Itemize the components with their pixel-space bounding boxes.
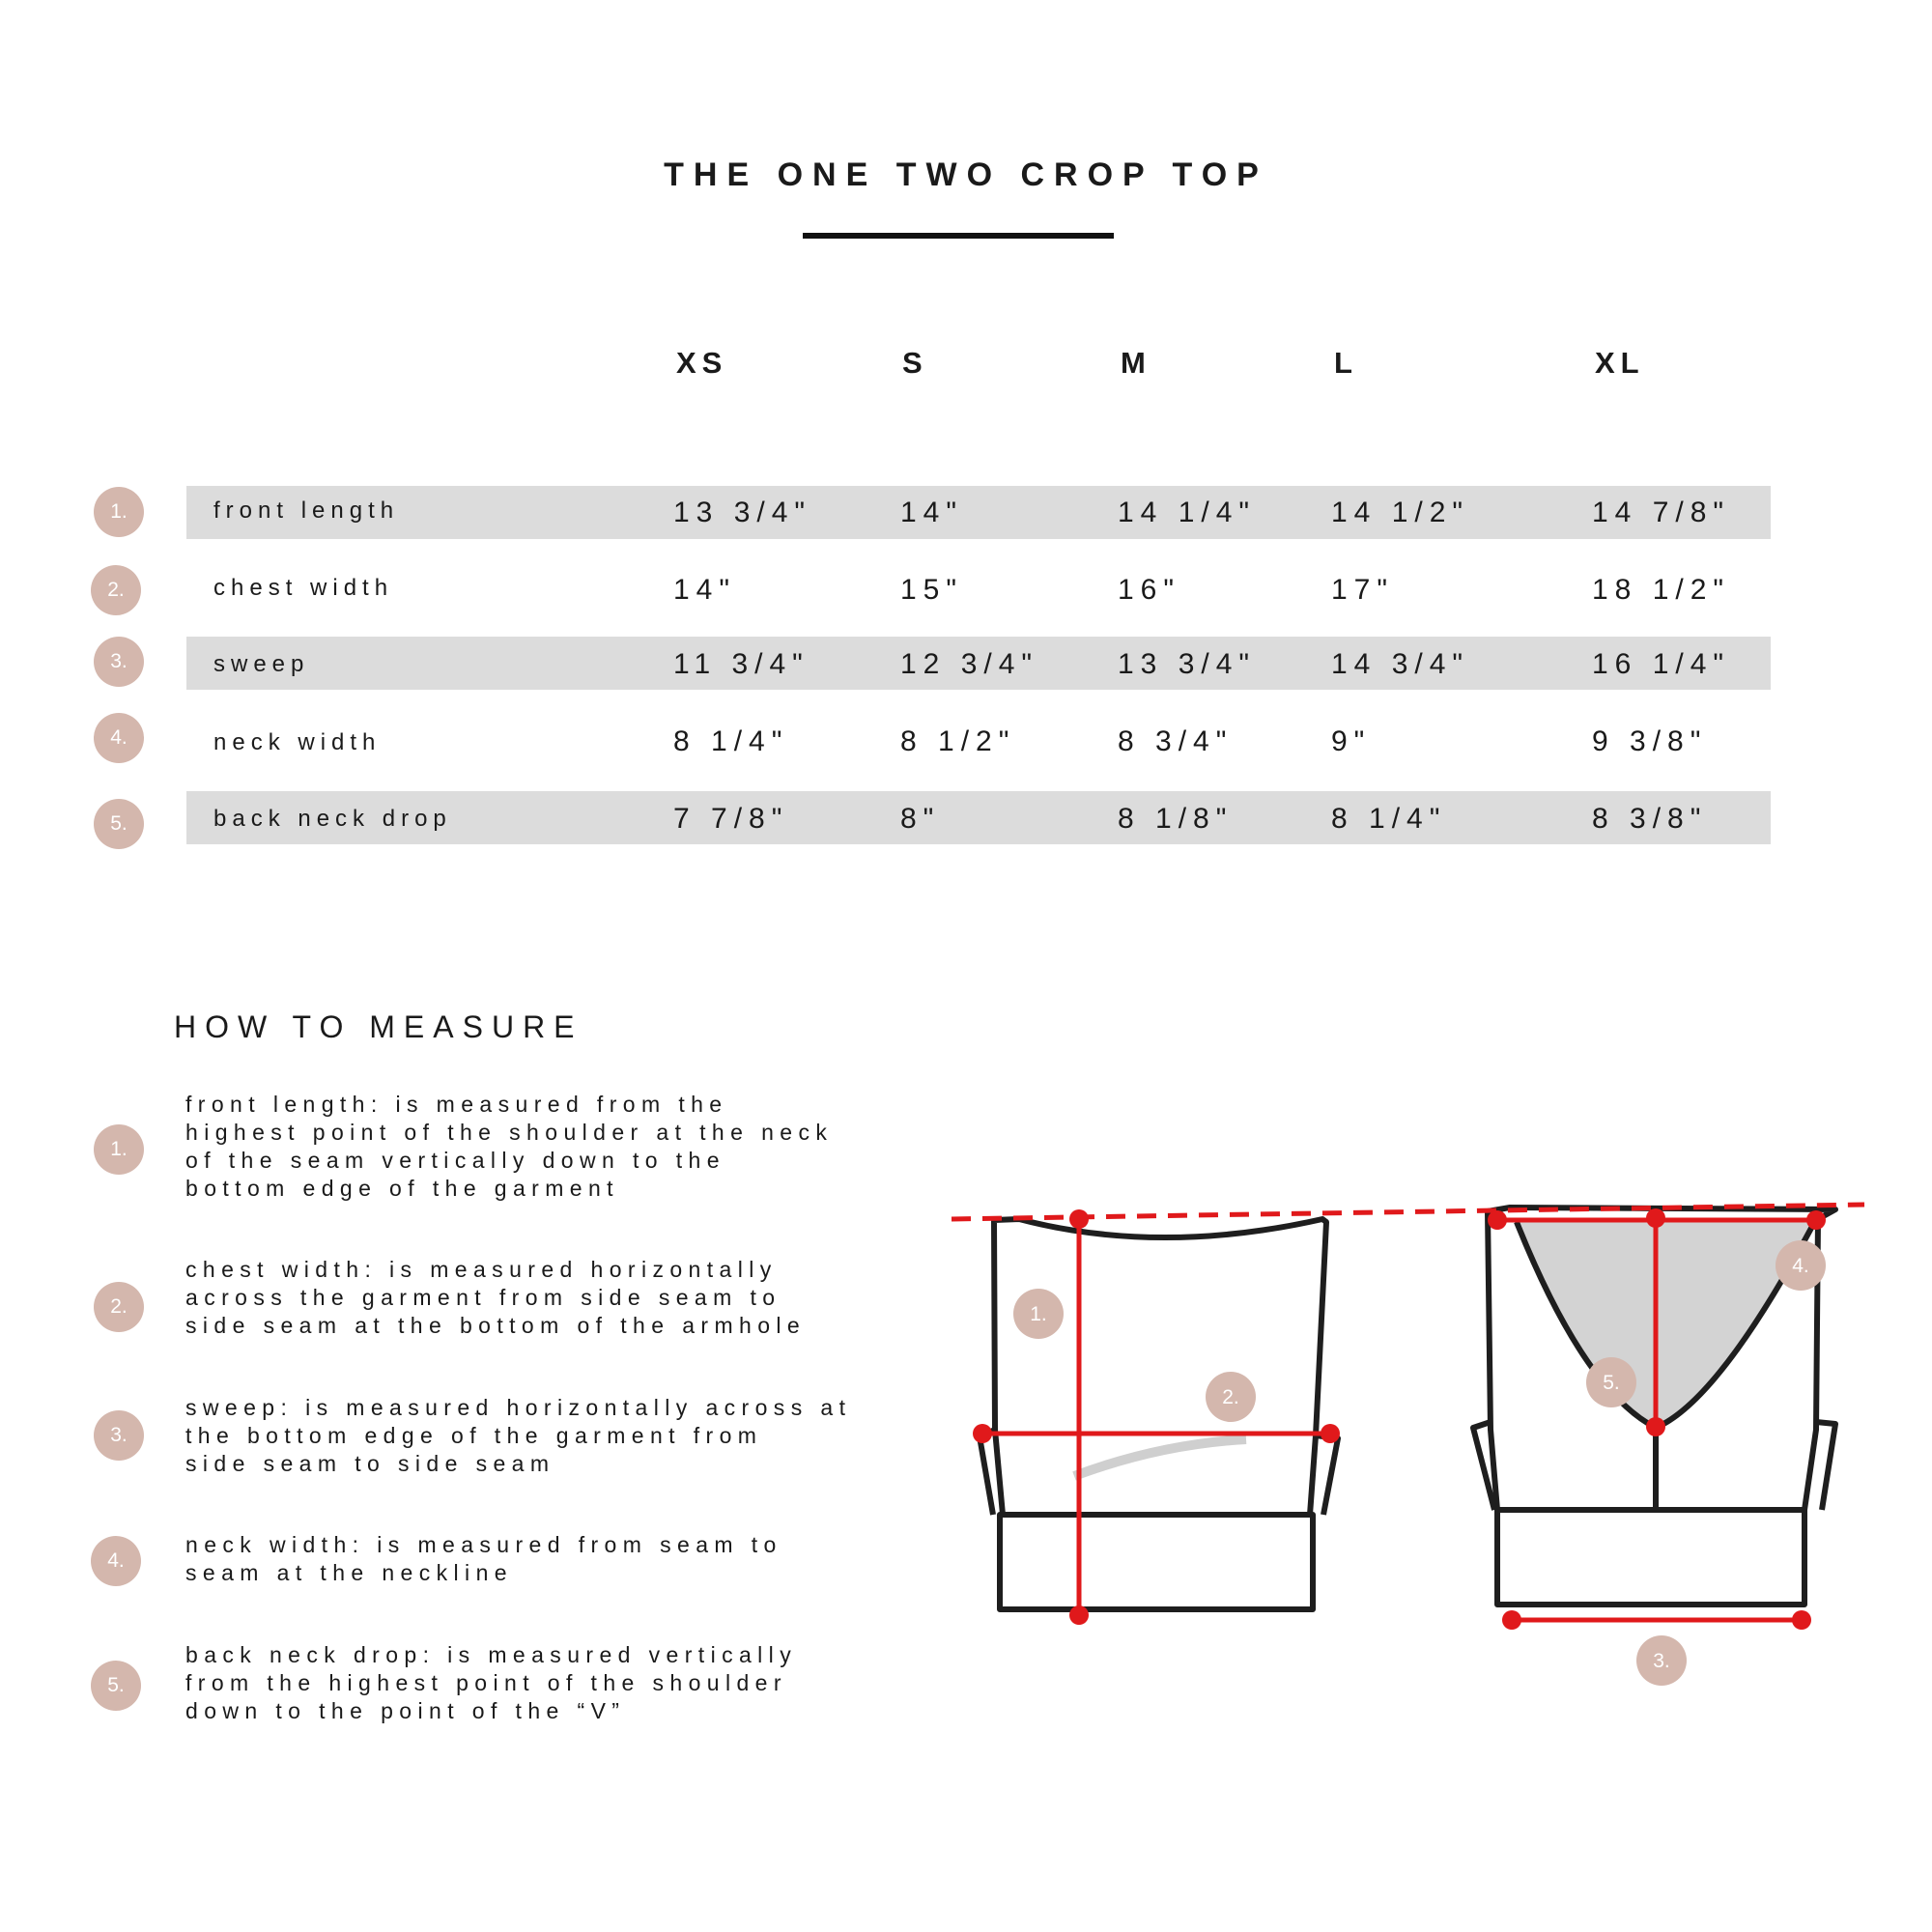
neck-width-left-point bbox=[1488, 1210, 1507, 1230]
instruction-badge: 2. bbox=[94, 1282, 144, 1332]
chest-width-left-point bbox=[973, 1424, 992, 1443]
front-bodice-outline bbox=[994, 1219, 1326, 1515]
chest-width-right-point bbox=[1321, 1424, 1340, 1443]
sweep-right-point bbox=[1792, 1610, 1811, 1630]
row-badge: 5. bbox=[94, 799, 144, 849]
front-waistband bbox=[1000, 1515, 1313, 1609]
row-badge: 2. bbox=[91, 565, 141, 615]
row-badge: 4. bbox=[94, 713, 144, 763]
diagram-badge-1-label: 1. bbox=[1030, 1303, 1047, 1325]
table-cell: 16 1/4" bbox=[1592, 648, 1731, 680]
back-neck-drop-top-point bbox=[1646, 1208, 1665, 1228]
table-cell: 18 1/2" bbox=[1592, 574, 1731, 606]
table-cell: 8 1/2" bbox=[900, 725, 1016, 757]
instruction-text: chest width: is measured horizontally across the garment from side seam to side seam at the bottom of the armhole bbox=[185, 1257, 807, 1338]
row-label: neck width bbox=[213, 729, 382, 755]
table-cell: 14 7/8" bbox=[1592, 497, 1731, 528]
row-label: front length bbox=[213, 497, 400, 524]
size-header-xs: XS bbox=[676, 346, 728, 380]
table-cell: 8 1/4" bbox=[1331, 803, 1447, 835]
row-label: sweep bbox=[213, 651, 310, 677]
instruction-text: sweep: is measured horizontally across at the bottom edge of the garment from side seam to side seam bbox=[185, 1395, 852, 1476]
diagram-badge-3-label: 3. bbox=[1653, 1650, 1670, 1672]
table-cell: 7 7/8" bbox=[673, 803, 789, 835]
table-cell: 12 3/4" bbox=[900, 648, 1039, 680]
row-label: chest width bbox=[213, 575, 394, 601]
instruction-badge: 4. bbox=[91, 1536, 141, 1586]
instruction-badge: 3. bbox=[94, 1410, 144, 1461]
table-cell: 14 1/2" bbox=[1331, 497, 1470, 528]
table-cell: 8" bbox=[900, 803, 941, 835]
instruction-badge: 5. bbox=[91, 1661, 141, 1711]
neck-width-right-point bbox=[1806, 1210, 1826, 1230]
table-cell: 9 3/8" bbox=[1592, 725, 1708, 757]
front-length-top-point bbox=[1069, 1209, 1089, 1229]
table-cell: 15" bbox=[900, 574, 964, 606]
sweep-left-point bbox=[1502, 1610, 1521, 1630]
instruction-text: front length: is measured from the highest point of the shoulder at the neck of the seam vertically down to the bottom edge of the garment bbox=[185, 1092, 834, 1201]
table-cell: 16" bbox=[1118, 574, 1181, 606]
size-header-l: L bbox=[1334, 346, 1358, 380]
back-right-armhole bbox=[1816, 1422, 1835, 1510]
size-header-xl: XL bbox=[1595, 346, 1645, 380]
page-title: THE ONE TWO CROP TOP bbox=[664, 156, 1268, 193]
table-cell: 17" bbox=[1331, 574, 1395, 606]
table-cell: 9" bbox=[1331, 725, 1372, 757]
section-title: HOW TO MEASURE bbox=[174, 1009, 583, 1044]
front-right-armhole bbox=[1316, 1435, 1338, 1515]
table-cell: 14 1/4" bbox=[1118, 497, 1257, 528]
table-cell: 14" bbox=[900, 497, 964, 528]
front-chest-fold bbox=[1074, 1439, 1246, 1476]
table-cell: 14 3/4" bbox=[1331, 648, 1470, 680]
size-header-s: S bbox=[902, 346, 928, 380]
diagram-badge-2-label: 2. bbox=[1222, 1386, 1239, 1408]
table-cell: 13 3/4" bbox=[673, 497, 812, 528]
front-garment-drawing bbox=[980, 1219, 1338, 1609]
table-cell: 8 3/8" bbox=[1592, 803, 1708, 835]
table-cell: 13 3/4" bbox=[1118, 648, 1257, 680]
row-label: back neck drop bbox=[213, 806, 452, 832]
back-neck-drop-bottom-point bbox=[1646, 1417, 1665, 1436]
diagram-badge-4-label: 4. bbox=[1792, 1255, 1809, 1277]
front-length-bottom-point bbox=[1069, 1605, 1089, 1625]
table-cell: 14" bbox=[673, 574, 737, 606]
row-badge: 1. bbox=[94, 487, 144, 537]
table-cell: 8 3/4" bbox=[1118, 725, 1234, 757]
table-cell: 11 3/4" bbox=[673, 648, 810, 680]
table-cell: 8 1/8" bbox=[1118, 803, 1234, 835]
back-waistband bbox=[1497, 1510, 1804, 1605]
instruction-text: neck width: is measured from seam to seam at the neckline bbox=[185, 1532, 782, 1585]
instruction-badge: 1. bbox=[94, 1124, 144, 1175]
table-cell: 8 1/4" bbox=[673, 725, 789, 757]
shoulder-reference-dashed-line bbox=[952, 1205, 1864, 1219]
size-header-m: M bbox=[1121, 346, 1151, 380]
row-badge: 3. bbox=[94, 637, 144, 687]
instruction-text: back neck drop: is measured vertically from the highest point of the shoulder down to the point of the “V” bbox=[185, 1642, 798, 1723]
diagram-badge-5-label: 5. bbox=[1603, 1372, 1620, 1394]
